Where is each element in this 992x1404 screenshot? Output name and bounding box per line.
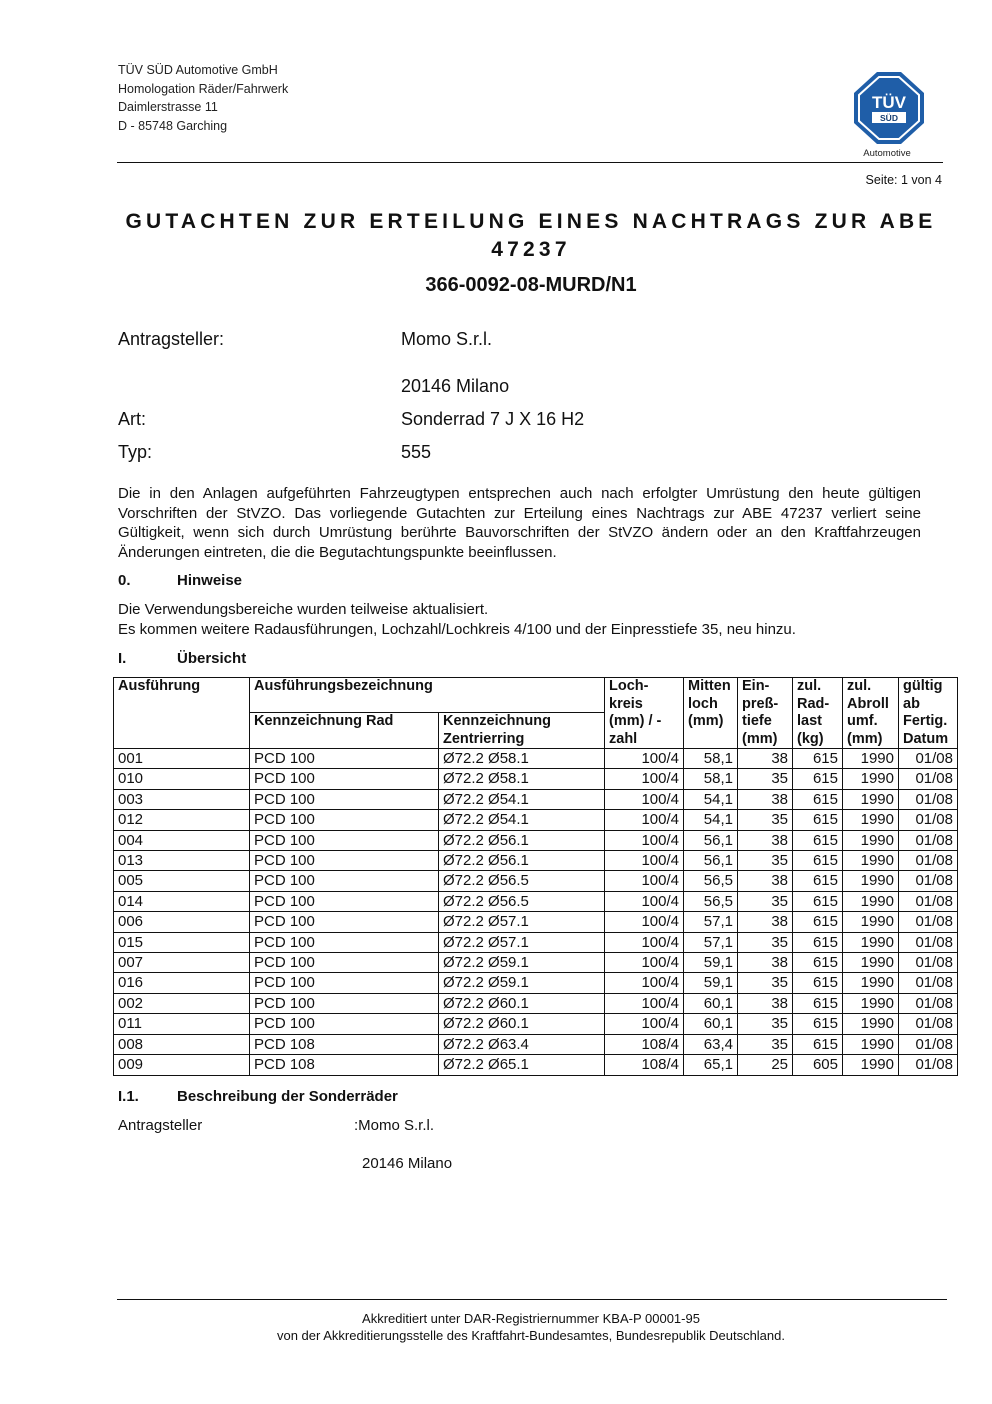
cell-kennzeichnung-zentrierring: Ø72.2 Ø54.1 bbox=[439, 810, 605, 830]
cell-mittenloch: 54,1 bbox=[684, 810, 738, 830]
document-title: GUTACHTEN ZUR ERTEILUNG EINES NACHTRAGS ZUR ABE 47237 bbox=[125, 210, 937, 261]
cell-gueltig-ab: 01/08 bbox=[899, 891, 958, 911]
cell-radlast: 615 bbox=[793, 830, 843, 850]
table-row bbox=[114, 749, 958, 769]
table-row bbox=[114, 830, 958, 850]
cell-gueltig-ab: 01/08 bbox=[899, 1014, 958, 1034]
cell-einpresstiefe: 38 bbox=[738, 953, 793, 973]
cell-abrollumfang: 1990 bbox=[843, 789, 899, 809]
cell-lochkreis: 100/4 bbox=[605, 871, 684, 891]
header-mittenloch: Mitten loch (mm) bbox=[684, 678, 738, 749]
cell-radlast: 615 bbox=[793, 810, 843, 830]
address-line-street: Daimlerstrasse 11 bbox=[118, 100, 218, 115]
cell-radlast: 615 bbox=[793, 749, 843, 769]
cell-einpresstiefe: 25 bbox=[738, 1055, 793, 1075]
cell-abrollumfang: 1990 bbox=[843, 749, 899, 769]
table-row bbox=[114, 953, 958, 973]
cell-mittenloch: 56,1 bbox=[684, 830, 738, 850]
cell-kennzeichnung-zentrierring: Ø72.2 Ø56.1 bbox=[439, 851, 605, 871]
logo-text-sud: SÜD bbox=[880, 113, 898, 123]
cell-lochkreis: 100/4 bbox=[605, 830, 684, 850]
cell-kennzeichnung-rad: PCD 100 bbox=[250, 993, 439, 1013]
cell-kennzeichnung-zentrierring: Ø72.2 Ø63.4 bbox=[439, 1034, 605, 1054]
cell-einpresstiefe: 35 bbox=[738, 1034, 793, 1054]
header-abrollumfang: zul. Abroll umf. (mm) bbox=[843, 678, 899, 749]
table-row bbox=[114, 851, 958, 871]
table-row bbox=[114, 932, 958, 952]
cell-gueltig-ab: 01/08 bbox=[899, 953, 958, 973]
cell-kennzeichnung-rad: PCD 100 bbox=[250, 830, 439, 850]
cell-kennzeichnung-rad: PCD 108 bbox=[250, 1055, 439, 1075]
cell-einpresstiefe: 35 bbox=[738, 769, 793, 789]
header-ausfuehrung: Ausführung bbox=[114, 678, 250, 749]
cell-gueltig-ab: 01/08 bbox=[899, 932, 958, 952]
cell-lochkreis: 100/4 bbox=[605, 993, 684, 1013]
cell-kennzeichnung-zentrierring: Ø72.2 Ø54.1 bbox=[439, 789, 605, 809]
cell-einpresstiefe: 38 bbox=[738, 912, 793, 932]
footer-accreditation: Akkreditiert unter DAR-Registriernummer KBA-P 00001-95 bbox=[362, 1311, 700, 1326]
cell-kennzeichnung-zentrierring: Ø72.2 Ø60.1 bbox=[439, 993, 605, 1013]
cell-gueltig-ab: 01/08 bbox=[899, 973, 958, 993]
cell-abrollumfang: 1990 bbox=[843, 810, 899, 830]
cell-lochkreis: 100/4 bbox=[605, 769, 684, 789]
applicant-label: Antragsteller: bbox=[118, 329, 225, 349]
footer-divider bbox=[117, 1299, 947, 1300]
cell-ausfuehrung: 009 bbox=[114, 1055, 250, 1075]
cell-radlast: 615 bbox=[793, 912, 843, 932]
cell-kennzeichnung-rad: PCD 100 bbox=[250, 912, 439, 932]
cell-abrollumfang: 1990 bbox=[843, 769, 899, 789]
page-number: Seite: 1 von 4 bbox=[865, 173, 942, 187]
cell-radlast: 615 bbox=[793, 1014, 843, 1034]
table-row bbox=[114, 891, 958, 911]
cell-gueltig-ab: 01/08 bbox=[899, 789, 958, 809]
cell-mittenloch: 60,1 bbox=[684, 993, 738, 1013]
cell-gueltig-ab: 01/08 bbox=[899, 993, 958, 1013]
section-1-1-number: I.1. bbox=[118, 1088, 139, 1105]
cell-lochkreis: 100/4 bbox=[605, 891, 684, 911]
address-line-department: Homologation Räder/Fahrwerk bbox=[118, 81, 289, 96]
cell-ausfuehrung: 001 bbox=[114, 749, 250, 769]
cell-lochkreis: 100/4 bbox=[605, 851, 684, 871]
cell-ausfuehrung: 002 bbox=[114, 993, 250, 1013]
cell-ausfuehrung: 011 bbox=[114, 1014, 250, 1034]
header-einpresstiefe: Ein-preß-tiefe (mm) bbox=[738, 678, 793, 749]
cell-abrollumfang: 1990 bbox=[843, 1034, 899, 1054]
cell-ausfuehrung: 005 bbox=[114, 871, 250, 891]
cell-mittenloch: 60,1 bbox=[684, 1014, 738, 1034]
header-kennzeichnung-rad: Kennzeichnung Rad bbox=[250, 713, 439, 749]
cell-mittenloch: 57,1 bbox=[684, 912, 738, 932]
cell-lochkreis: 108/4 bbox=[605, 1055, 684, 1075]
table-row bbox=[114, 912, 958, 932]
cell-gueltig-ab: 01/08 bbox=[899, 769, 958, 789]
logo-text-tuv: TÜV bbox=[872, 93, 906, 112]
cell-ausfuehrung: 016 bbox=[114, 973, 250, 993]
cell-gueltig-ab: 01/08 bbox=[899, 1034, 958, 1054]
description-applicant-city: 20146 Milano bbox=[362, 1155, 453, 1172]
cell-einpresstiefe: 35 bbox=[738, 932, 793, 952]
cell-einpresstiefe: 35 bbox=[738, 891, 793, 911]
cell-gueltig-ab: 01/08 bbox=[899, 912, 958, 932]
cell-lochkreis: 100/4 bbox=[605, 789, 684, 809]
cell-einpresstiefe: 38 bbox=[738, 789, 793, 809]
cell-kennzeichnung-zentrierring: Ø72.2 Ø60.1 bbox=[439, 1014, 605, 1034]
cell-abrollumfang: 1990 bbox=[843, 1055, 899, 1075]
cell-radlast: 615 bbox=[793, 1034, 843, 1054]
table-row bbox=[114, 1014, 958, 1034]
cell-einpresstiefe: 38 bbox=[738, 993, 793, 1013]
cell-kennzeichnung-zentrierring: Ø72.2 Ø58.1 bbox=[439, 749, 605, 769]
cell-einpresstiefe: 38 bbox=[738, 749, 793, 769]
cell-einpresstiefe: 35 bbox=[738, 851, 793, 871]
section-1-1-title: Beschreibung der Sonderräder bbox=[177, 1088, 398, 1105]
cell-radlast: 615 bbox=[793, 851, 843, 871]
table-body bbox=[114, 749, 958, 1076]
cell-kennzeichnung-rad: PCD 100 bbox=[250, 1014, 439, 1034]
cell-lochkreis: 100/4 bbox=[605, 810, 684, 830]
table-row bbox=[114, 973, 958, 993]
header-radlast: zul. Rad-last (kg) bbox=[793, 678, 843, 749]
cell-einpresstiefe: 35 bbox=[738, 1014, 793, 1034]
section-0-title: Hinweise bbox=[177, 572, 243, 589]
cell-abrollumfang: 1990 bbox=[843, 993, 899, 1013]
footer bbox=[118, 1311, 944, 1344]
cell-ausfuehrung: 015 bbox=[114, 932, 250, 952]
cell-kennzeichnung-zentrierring: Ø72.2 Ø59.1 bbox=[439, 953, 605, 973]
header-divider bbox=[117, 162, 943, 163]
cell-kennzeichnung-rad: PCD 100 bbox=[250, 749, 439, 769]
overview-table bbox=[113, 677, 958, 1076]
cell-lochkreis: 100/4 bbox=[605, 953, 684, 973]
cell-mittenloch: 56,5 bbox=[684, 891, 738, 911]
section-0-number: 0. bbox=[118, 572, 131, 589]
cell-radlast: 615 bbox=[793, 789, 843, 809]
cell-abrollumfang: 1990 bbox=[843, 912, 899, 932]
cell-radlast: 605 bbox=[793, 1055, 843, 1075]
cell-abrollumfang: 1990 bbox=[843, 973, 899, 993]
cell-abrollumfang: 1990 bbox=[843, 871, 899, 891]
cell-kennzeichnung-zentrierring: Ø72.2 Ø57.1 bbox=[439, 932, 605, 952]
logo-caption: Automotive bbox=[863, 148, 911, 159]
cell-lochkreis: 100/4 bbox=[605, 932, 684, 952]
header-kennzeichnung-zentrierring: Kennzeichnung Zentrierring bbox=[439, 713, 605, 749]
cell-lochkreis: 108/4 bbox=[605, 1034, 684, 1054]
cell-kennzeichnung-zentrierring: Ø72.2 Ø57.1 bbox=[439, 912, 605, 932]
cell-radlast: 615 bbox=[793, 769, 843, 789]
cell-kennzeichnung-rad: PCD 100 bbox=[250, 953, 439, 973]
art-label: Art: bbox=[118, 409, 147, 429]
header-lochkreis: Loch-kreis (mm) / -zahl bbox=[605, 678, 684, 749]
cell-gueltig-ab: 01/08 bbox=[899, 851, 958, 871]
cell-kennzeichnung-zentrierring: Ø72.2 Ø59.1 bbox=[439, 973, 605, 993]
cell-abrollumfang: 1990 bbox=[843, 932, 899, 952]
description-applicant-value: :Momo S.r.l. bbox=[354, 1117, 435, 1134]
header-gueltig-ab: gültig ab Fertig. Datum bbox=[899, 678, 958, 749]
cell-gueltig-ab: 01/08 bbox=[899, 830, 958, 850]
cell-abrollumfang: 1990 bbox=[843, 830, 899, 850]
cell-ausfuehrung: 004 bbox=[114, 830, 250, 850]
cell-kennzeichnung-zentrierring: Ø72.2 Ø58.1 bbox=[439, 769, 605, 789]
cell-abrollumfang: 1990 bbox=[843, 953, 899, 973]
cell-radlast: 615 bbox=[793, 871, 843, 891]
cell-radlast: 615 bbox=[793, 953, 843, 973]
cell-lochkreis: 100/4 bbox=[605, 1014, 684, 1034]
cell-gueltig-ab: 01/08 bbox=[899, 749, 958, 769]
cell-ausfuehrung: 014 bbox=[114, 891, 250, 911]
applicant-value: Momo S.r.l. bbox=[401, 329, 493, 349]
cell-mittenloch: 58,1 bbox=[684, 749, 738, 769]
cell-radlast: 615 bbox=[793, 973, 843, 993]
address-line-city: D - 85748 Garching bbox=[118, 118, 228, 133]
typ-label: Typ: bbox=[118, 442, 153, 462]
cell-kennzeichnung-rad: PCD 100 bbox=[250, 891, 439, 911]
cell-radlast: 615 bbox=[793, 891, 843, 911]
cell-kennzeichnung-rad: PCD 108 bbox=[250, 1034, 439, 1054]
cell-ausfuehrung: 012 bbox=[114, 810, 250, 830]
cell-mittenloch: 59,1 bbox=[684, 973, 738, 993]
cell-gueltig-ab: 01/08 bbox=[899, 1055, 958, 1075]
footer-authority: von der Akkreditierungsstelle des Kraftfahrt-Bundesamtes, Bundesrepublik Deutschland. bbox=[276, 1327, 785, 1343]
cell-radlast: 615 bbox=[793, 993, 843, 1013]
table-row bbox=[114, 1034, 958, 1054]
cell-ausfuehrung: 008 bbox=[114, 1034, 250, 1054]
cell-ausfuehrung: 006 bbox=[114, 912, 250, 932]
cell-kennzeichnung-zentrierring: Ø72.2 Ø56.1 bbox=[439, 830, 605, 850]
address-line-company: TÜV SÜD Automotive GmbH bbox=[118, 63, 278, 77]
cell-radlast: 615 bbox=[793, 932, 843, 952]
cell-einpresstiefe: 35 bbox=[738, 810, 793, 830]
cell-ausfuehrung: 013 bbox=[114, 851, 250, 871]
cell-mittenloch: 56,5 bbox=[684, 871, 738, 891]
table-row bbox=[114, 1055, 958, 1075]
header-bezeichnung: Ausführungsbezeichnung bbox=[250, 678, 605, 713]
cell-abrollumfang: 1990 bbox=[843, 1014, 899, 1034]
section-1-title: Übersicht bbox=[177, 650, 247, 667]
table-row bbox=[114, 769, 958, 789]
table-row bbox=[114, 789, 958, 809]
cell-einpresstiefe: 38 bbox=[738, 830, 793, 850]
section-1-number: I. bbox=[118, 650, 127, 667]
note-line: Es kommen weitere Radausführungen, Lochzahl/Lochkreis 4/100 und der Einpresstiefe 35, neu hinzu. bbox=[118, 620, 796, 638]
cell-mittenloch: 59,1 bbox=[684, 953, 738, 973]
sender-address bbox=[118, 61, 288, 135]
cell-mittenloch: 65,1 bbox=[684, 1055, 738, 1075]
cell-ausfuehrung: 010 bbox=[114, 769, 250, 789]
cell-kennzeichnung-rad: PCD 100 bbox=[250, 871, 439, 891]
cell-kennzeichnung-rad: PCD 100 bbox=[250, 810, 439, 830]
cell-ausfuehrung: 007 bbox=[114, 953, 250, 973]
description-applicant-label: Antragsteller bbox=[118, 1117, 203, 1134]
cell-mittenloch: 58,1 bbox=[684, 769, 738, 789]
cell-mittenloch: 56,1 bbox=[684, 851, 738, 871]
applicant-city: 20146 Milano bbox=[401, 376, 510, 396]
cell-abrollumfang: 1990 bbox=[843, 891, 899, 911]
document-number: 366-0092-08-MURD/N1 bbox=[425, 274, 637, 296]
cell-kennzeichnung-rad: PCD 100 bbox=[250, 769, 439, 789]
cell-kennzeichnung-rad: PCD 100 bbox=[250, 851, 439, 871]
cell-ausfuehrung: 003 bbox=[114, 789, 250, 809]
cell-kennzeichnung-zentrierring: Ø72.2 Ø56.5 bbox=[439, 871, 605, 891]
table-row bbox=[114, 871, 958, 891]
cell-kennzeichnung-zentrierring: Ø72.2 Ø56.5 bbox=[439, 891, 605, 911]
cell-gueltig-ab: 01/08 bbox=[899, 810, 958, 830]
art-value: Sonderrad 7 J X 16 H2 bbox=[401, 409, 585, 429]
cell-kennzeichnung-rad: PCD 100 bbox=[250, 932, 439, 952]
cell-kennzeichnung-zentrierring: Ø72.2 Ø65.1 bbox=[439, 1055, 605, 1075]
typ-value: 555 bbox=[401, 442, 432, 462]
cell-mittenloch: 54,1 bbox=[684, 789, 738, 809]
section-0-notes bbox=[118, 600, 796, 639]
cell-lochkreis: 100/4 bbox=[605, 973, 684, 993]
cell-lochkreis: 100/4 bbox=[605, 749, 684, 769]
cell-mittenloch: 57,1 bbox=[684, 932, 738, 952]
table-row bbox=[114, 993, 958, 1013]
intro-paragraph: Die in den Anlagen aufgeführten Fahrzeugtypen entsprechen auch nach erfolgter Umrüstung den heute gültigen Vorschriften der StVZO. Das vorliegende Gutachten zur Erteilung eines Nachtrags zur ABE 47237 verliert seine Gültigkeit, wenn sich durch Umrüstung berührte Bauvorschriften der StVZO ändern oder an den Kraftfahrzeugen Änderungen eintreten, die die Begutachtungspunkte beeinflussen. bbox=[118, 485, 921, 561]
cell-mittenloch: 63,4 bbox=[684, 1034, 738, 1054]
cell-kennzeichnung-rad: PCD 100 bbox=[250, 973, 439, 993]
cell-kennzeichnung-rad: PCD 100 bbox=[250, 789, 439, 809]
cell-gueltig-ab: 01/08 bbox=[899, 871, 958, 891]
cell-abrollumfang: 1990 bbox=[843, 851, 899, 871]
table-row bbox=[114, 810, 958, 830]
cell-einpresstiefe: 38 bbox=[738, 871, 793, 891]
cell-lochkreis: 100/4 bbox=[605, 912, 684, 932]
note-line: Die Verwendungsbereiche wurden teilweise aktualisiert. bbox=[118, 601, 489, 618]
cell-einpresstiefe: 35 bbox=[738, 973, 793, 993]
